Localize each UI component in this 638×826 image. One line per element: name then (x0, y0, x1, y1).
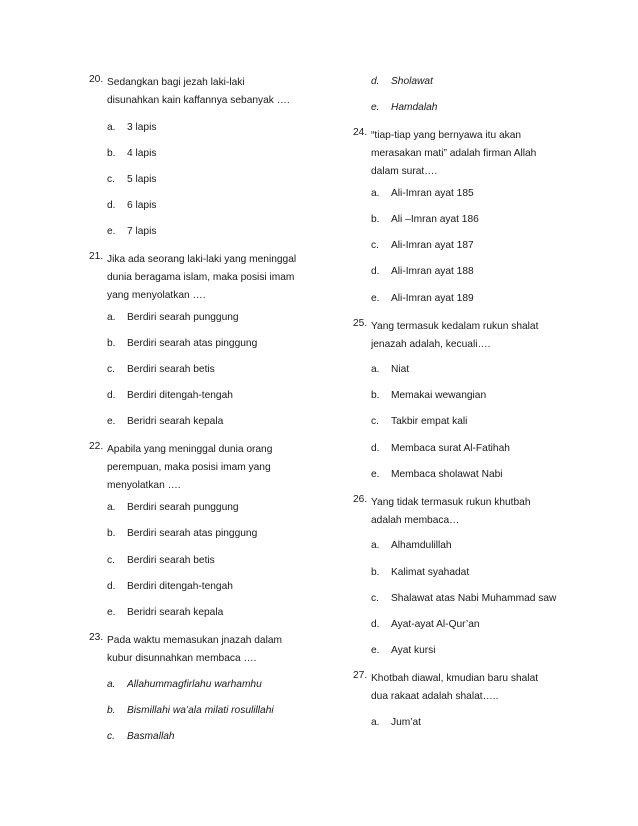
question-stem: Jika ada seorang laki-laki yang meninggal dunia beragama islam, maka posisi imam yang menyolatkan …. (107, 254, 297, 301)
question-stem: Yang tidak termasuk rukun khutbah adalah membaca… (371, 497, 531, 526)
question-number: 22. (89, 441, 104, 452)
question-stem: “tiap-tiap yang bernyawa itu akan merasakan mati” adalah firman Allah dalam surat…. (371, 130, 537, 177)
question-stem: Pada waktu memasukan jnazah dalam kubur disunnahkan membaca …. (107, 635, 282, 664)
exam-page: 20. Sedangkan bagi jezah laki-laki disunahkan kain kaffannya sebanyak …. a. 3 lapis b. 4 lapis c. 5 lapis d. 6 lapis e. 7 lapis 21. Jika ada seorang laki-laki yang meninggal dunia beragama islam, maka posisi imam yang menyolatkan …. a. Berdiri searah punggung b. Berdiri searah atas pinggung c. Berdiri searah betis d. Berdiri ditengah-tengah e. Beridri searah kepala 22. Apabila yang meninggal dunia orang perempuan, maka posisi imam yang menyolatkan …. a. Berdiri searah punggung b. Berdiri searah atas pinggung c. Berdiri searah betis d. Berdiri ditengah-tengah e. Beridri searah kepala 23. Pada waktu memasukan jnazah dalam kubur disunnahkan membaca …. a. Allahummagfirlahu warhamhu b. Bismillahi wa’ala milati rosulillahi c. Basmallah d. Sholawat e. Hamdalah 24. “tiap-tiap yang bernyawa itu akan merasakan mati” adalah firman Allah dalam surat…. a. Ali-Imran ayat 185 b. Ali –Imran ayat 186 c. Ali-Imran ayat 187 d. Ali-Imran ayat 188 e. Ali-Imran ayat 189 25. Yang termasuk kedalam rukun shalat jenazah adalah, kecuali…. a. Niat b. Memakai wewangian c. Takbir empat kali d. Membaca surat Al-Fatihah e. Membaca sholawat Nabi 26. Yang tidak termasuk rukun khutbah adalah membaca… a. Alhamdulillah b. Kalimat syahadat c. Shalawat atas Nabi Muhammad saw d. Ayat-ayat Al-Qur’an e. Ayat kursi 27. Khotbah diawal, kmudian baru shalat dua rakaat adalah shalat….. a. Jum’at (89, 74, 557, 742)
question-number: 20. (89, 74, 104, 85)
question-number: 27. (353, 670, 368, 681)
question-stem: Yang termasuk kedalam rukun shalat jenazah adalah, kecuali…. (371, 321, 539, 350)
question-stem: Apabila yang meninggal dunia orang perempuan, maka posisi imam yang menyolatkan …. (107, 444, 273, 491)
question-number: 24. (353, 127, 368, 138)
question-number: 25. (353, 318, 368, 329)
question-number: 23. (89, 632, 104, 643)
question-stem: Khotbah diawal, kmudian baru shalat dua rakaat adalah shalat….. (371, 673, 539, 702)
question-stem: Sedangkan bagi jezah laki-laki disunahkan kain kaffannya sebanyak …. (107, 77, 290, 106)
question-number: 21. (89, 251, 104, 262)
question-number: 26. (353, 494, 368, 505)
